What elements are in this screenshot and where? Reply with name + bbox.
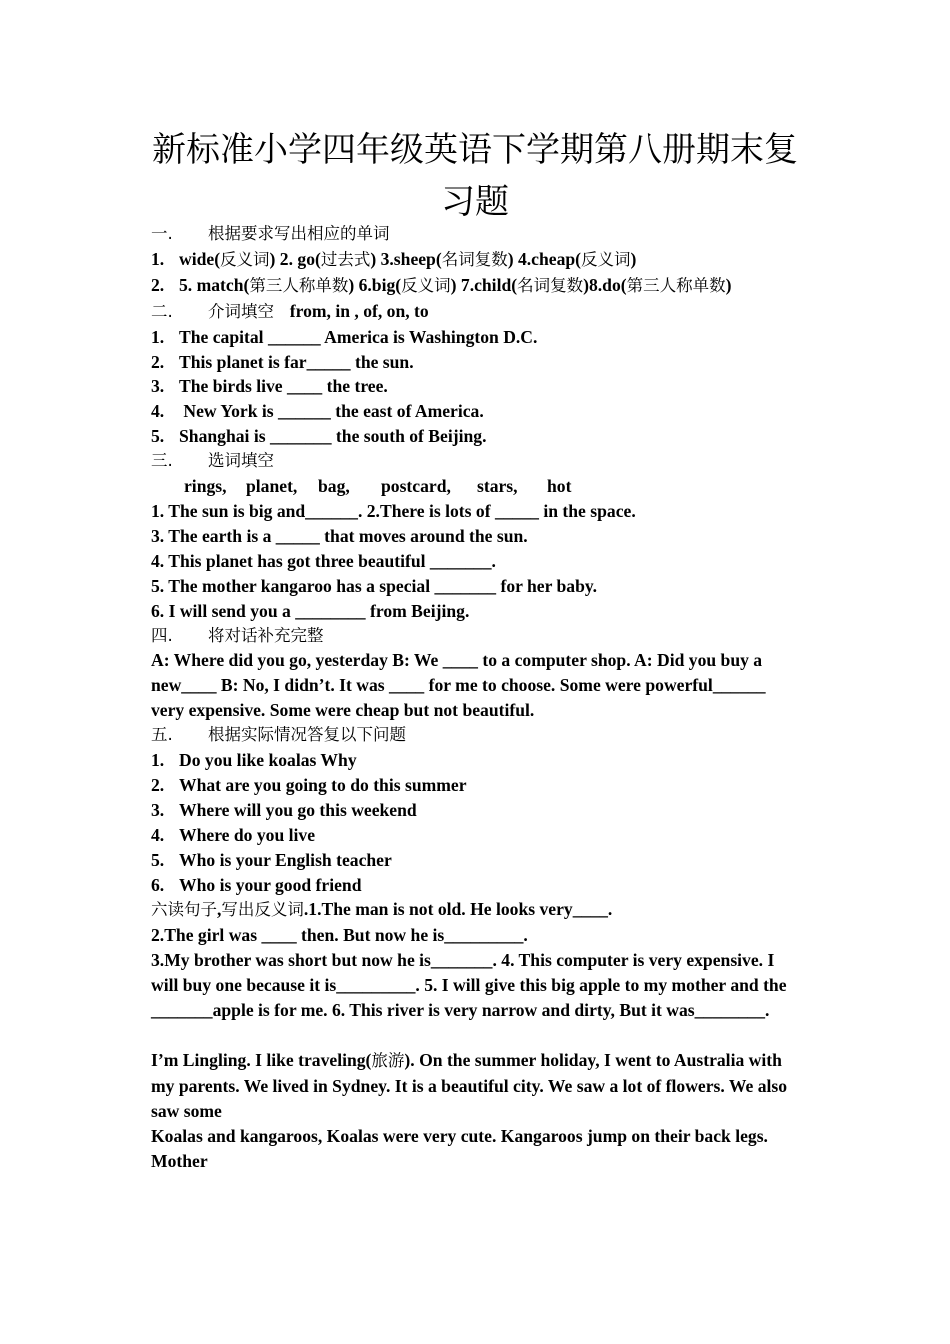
fill-sentence: 5. The mother kangaroo has a special _______ for her baby.	[151, 575, 598, 596]
dialog-paragraph: A: Where did you go, yesterday B: We ____ to a computer shop. A: Did you buy a new____ B: No, I didn’t. It was ____ for me to choose. Some were powerful______ very expensive. Some were cheap but not beautiful.	[151, 650, 766, 721]
fill-sentence: 6. I will send you a ________ from Beijing.	[151, 600, 470, 621]
section-title: 根据实际情况答复以下问题	[208, 725, 406, 745]
item-text-segment: 名词复数	[517, 275, 584, 295]
reading-text: ). On the summer holiday, I went to Australia with my parents. We lived in Sydney. It is a beautiful city. We saw a lot of flowers. We also saw some	[151, 1049, 788, 1121]
numbered-item	[151, 247, 796, 273]
item-text: Who is your good friend	[179, 874, 362, 895]
item-text-segment: 名词复数	[441, 249, 508, 269]
exercise-content	[151, 222, 796, 1173]
antonym-sentence: 3.My brother was short but now he is_______. 4. This computer is very expensive. I will buy one because it is_________. 5. I will give this big apple to my mother and the _______apple is for me. 6. This river is very narrow and dirty, But it was________.	[151, 950, 787, 1021]
item-number: 1.	[151, 750, 165, 771]
reading-text: I’m Lingling. I like traveling(	[151, 1049, 372, 1070]
page-title: 新标准小学四年级英语下学期第八册期末复习题	[152, 130, 798, 222]
word-bank-item: planet,	[246, 476, 298, 497]
section-title: 六读句子	[151, 900, 217, 920]
section-5-items	[151, 748, 796, 897]
numbered-item	[151, 748, 796, 773]
item-text	[179, 273, 796, 299]
item-text-segment: 5. match(	[179, 274, 250, 295]
item-text-segment: 第三人称单数	[249, 275, 349, 295]
item-text-segment: 反义词	[220, 249, 270, 269]
numbered-item	[151, 424, 796, 449]
reading-text: 旅游	[371, 1050, 405, 1070]
item-text-segment: 第三人称单数	[626, 275, 726, 295]
numbered-item	[151, 374, 796, 399]
section-1-heading	[151, 222, 796, 247]
item-text: What are you going to do this summer	[179, 774, 467, 795]
item-number: 2.	[151, 351, 165, 372]
item-number: 1.	[151, 248, 165, 269]
item-number: 6.	[151, 874, 165, 895]
section-number: 三.	[151, 451, 173, 471]
item-text-segment: wide(	[179, 248, 221, 269]
item-text	[179, 247, 796, 273]
section-title: 根据要求写出相应的单词	[208, 224, 390, 243]
item-text: New York is ______ the east of America.	[179, 401, 484, 422]
section-title: 介词填空	[208, 301, 274, 321]
word-bank-item: postcard,	[381, 476, 451, 497]
item-text: Where do you live	[179, 824, 316, 845]
antonym-sentence: .1.The man is not old. He looks very____.	[303, 899, 613, 920]
item-text: This planet is far_____ the sun.	[179, 351, 414, 372]
item-text: Where will you go this weekend	[179, 799, 417, 820]
word-bank-item: bag,	[318, 476, 350, 497]
section-3-heading	[151, 449, 796, 474]
section-5-heading	[151, 723, 796, 748]
section-2-items	[151, 325, 796, 450]
item-text: Who is your English teacher	[179, 849, 392, 870]
item-number: 1.	[151, 326, 165, 347]
punctuation: ,	[217, 899, 222, 920]
item-text-segment: ) 4.cheap(	[507, 248, 582, 269]
numbered-item	[151, 873, 796, 898]
word-bank-item: hot	[547, 476, 572, 497]
item-text-segment: ) 7.child(	[450, 274, 518, 295]
item-number: 2.	[151, 274, 165, 295]
item-number: 3.	[151, 376, 165, 397]
section-title: 写出反义词	[221, 900, 304, 920]
item-text: The birds live ____ the tree.	[179, 376, 388, 397]
item-number: 5.	[151, 849, 165, 870]
item-text-segment: ) 6.big(	[348, 274, 402, 295]
numbered-item	[151, 325, 796, 350]
section-4-heading	[151, 624, 796, 649]
item-text-segment: )	[630, 248, 637, 269]
item-text-segment: 反义词	[401, 275, 451, 295]
numbered-item	[151, 773, 796, 798]
numbered-item	[151, 848, 796, 873]
item-text-segment: ) 3.sheep(	[370, 248, 442, 269]
numbered-item	[151, 798, 796, 823]
numbered-item	[151, 273, 796, 299]
section-1-items	[151, 247, 796, 299]
item-number: 2.	[151, 774, 165, 795]
numbered-item	[151, 399, 796, 424]
item-number: 5.	[151, 426, 165, 447]
spacer	[151, 1023, 796, 1048]
word-bank	[151, 474, 796, 499]
reading-paragraph	[151, 1048, 796, 1124]
item-text-segment: )8.do(	[583, 274, 627, 295]
section-number: 五.	[151, 725, 173, 745]
antonym-sentence: 2.The girl was ____ then. But now he is_________.	[151, 925, 528, 946]
item-text-segment: 反义词	[581, 249, 631, 269]
fill-sentence: 4. This planet has got three beautiful _______.	[151, 550, 496, 571]
fill-sentence: 1. The sun is big and______. 2.There is lots of _____ in the space.	[151, 500, 636, 521]
item-text: The capital ______ America is Washington D.C.	[179, 326, 538, 347]
reading-paragraph: Koalas and kangaroos, Koalas were very cute. Kangaroos jump on their back legs. Mother	[151, 1125, 768, 1171]
section-number: 一.	[151, 224, 173, 243]
fill-sentence: 3. The earth is a _____ that moves around the sun.	[151, 525, 528, 546]
item-number: 4.	[151, 401, 165, 422]
preposition-options: from, in , of, on, to	[289, 300, 429, 321]
section-number: 二.	[151, 301, 173, 321]
section-6-first-line	[151, 897, 796, 923]
item-text: Do you like koalas Why	[179, 750, 357, 771]
item-text-segment: ) 2. go(	[269, 248, 321, 269]
numbered-item	[151, 823, 796, 848]
word-bank-item: rings,	[184, 476, 227, 497]
section-title: 将对话补充完整	[208, 625, 324, 645]
item-number: 4.	[151, 824, 165, 845]
numbered-item	[151, 350, 796, 375]
section-2-heading	[151, 299, 796, 325]
section-title: 选词填空	[208, 451, 274, 471]
item-text-segment: )	[725, 274, 732, 295]
item-text: Shanghai is _______ the south of Beijing.	[179, 426, 487, 447]
item-number: 3.	[151, 799, 165, 820]
item-text-segment: 过去式	[320, 249, 371, 269]
word-bank-item: stars,	[477, 476, 518, 497]
section-number: 四.	[151, 625, 173, 645]
